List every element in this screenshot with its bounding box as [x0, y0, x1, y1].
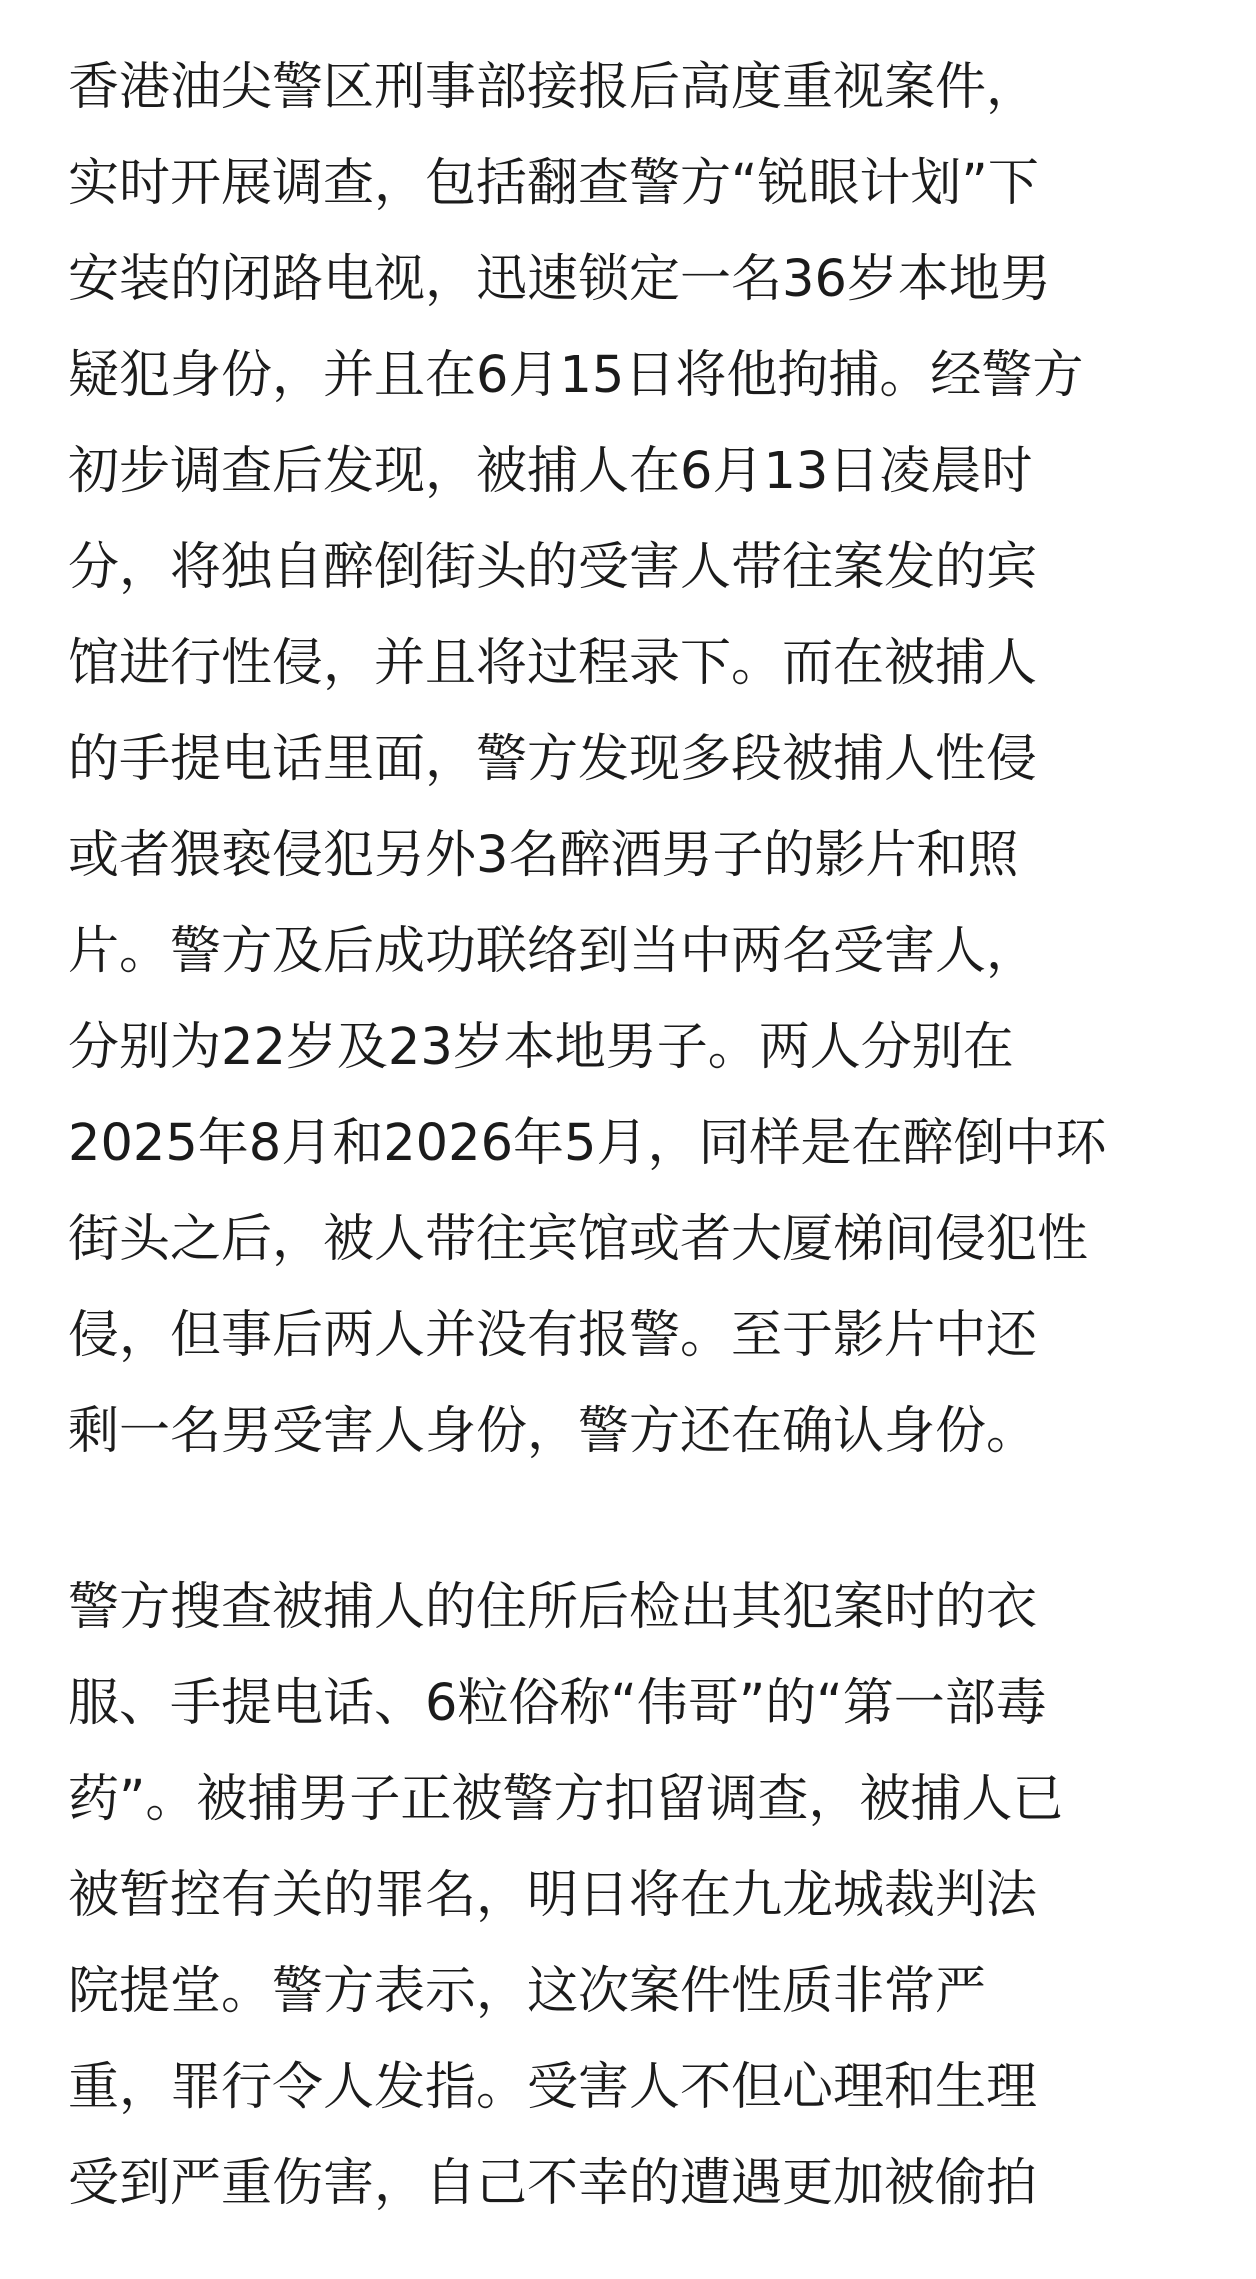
text-line: 警方搜查被捕人的住所后检出其犯案时的衣: [68, 1578, 1038, 1637]
text-line: 的手提电话里面，警方发现多段被捕人性侵: [68, 730, 1038, 789]
text-line: 剩一名男受害人身份，警方还在确认身份。: [68, 1402, 1038, 1461]
text-line: 被暂控有关的罪名，明日将在九龙城裁判法: [68, 1866, 1038, 1925]
text-line: 实时开展调查，包括翻查警方“锐眼计划”下: [68, 154, 1039, 213]
paragraph-1: [68, 40, 1198, 1480]
text-line: 药”。被捕男子正被警方扣留调查，被捕人已: [68, 1770, 1064, 1829]
paragraph-2: [68, 1560, 1198, 2232]
text-line: 侵，但事后两人并没有报警。至于影片中还: [68, 1306, 1038, 1365]
text-line: 院提堂。警方表示，这次案件性质非常严: [68, 1962, 987, 2021]
text-line: 初步调查后发现，被捕人在6月13日凌晨时: [68, 442, 1033, 501]
text-line: 或者猥亵侵犯另外3名醉酒男子的影片和照: [68, 826, 1019, 885]
text-line: 片。警方及后成功联络到当中两名受害人，: [68, 922, 1038, 981]
text-line: 分别为22岁及23岁本地男子。两人分别在: [68, 1018, 1014, 1077]
text-line: 重，罪行令人发指。受害人不但心理和生理: [68, 2058, 1038, 2117]
text-line: 安装的闭路电视，迅速锁定一名36岁本地男: [68, 250, 1051, 309]
text-line: 街头之后，被人带往宾馆或者大厦梯间侵犯性: [68, 1210, 1089, 1269]
text-line: 服、手提电话、6粒俗称“伟哥”的“第一部毒: [68, 1674, 1047, 1733]
text-line: 疑犯身份，并且在6月15日将他拘捕。经警方: [68, 346, 1084, 405]
text-line: 2025年8月和2026年5月，同样是在醉倒中环: [68, 1114, 1107, 1173]
text-line: 受到严重伤害，自己不幸的遭遇更加被偷拍: [68, 2154, 1038, 2213]
text-line: 馆进行性侵，并且将过程录下。而在被捕人: [68, 634, 1038, 693]
text-line: 分，将独自醉倒街头的受害人带往案发的宾: [68, 538, 1038, 597]
text-line: 香港油尖警区刑事部接报后高度重视案件，: [68, 58, 1038, 117]
